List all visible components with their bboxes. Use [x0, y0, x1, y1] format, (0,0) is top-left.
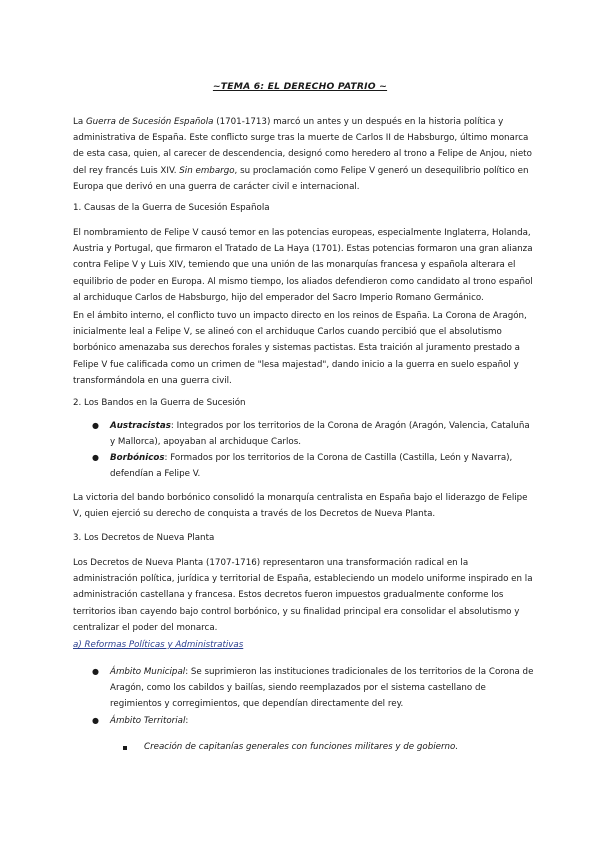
section-2-heading: 2. Los Bandos en la Guerra de Sucesión: [73, 398, 246, 408]
subsection-a-heading: a) Reformas Políticas y Administrativas: [73, 640, 244, 650]
list-item: Austracistas: Integrados por los territorios de la Corona de Aragón (Aragón, Valencia, Cataluña y Mallorca), apoyaban al archiduque Carlos.: [110, 421, 530, 448]
bullet-icon: ●: [92, 667, 99, 676]
section-3-paragraph: Los Decretos de Nueva Planta (1707-1716) representaron una transformación radical en la administración política, jurídica y territorial de España, estableciendo un modelo uniforme inspirado en la administración castellana y francesa. Estos decretos fueron impuestos gradualmente conforme los territorios iban cayendo bajo control borbónico, y su finalidad principal era consolidar el absolutismo y centralizar el poder del monarca.: [73, 558, 533, 633]
bullet-icon: ●: [92, 421, 99, 430]
section-3-heading: 3. Los Decretos de Nueva Planta: [73, 533, 215, 543]
section-1-paragraph-1: El nombramiento de Felipe V causó temor en las potencias europeas, especialmente Inglaterra, Holanda, Austria y Portugal, que firmaron el Tratado de La Haya (1701). Estas potencias formaron una gran alianza contra Felipe V y Luis XIV, temiendo que una unión de las monarquías francesa y española alterara el equilibrio de poder en Europa. Al mismo tiempo, los aliados defendieron como candidato al trono español al archiduque Carlos de Habsburgo, hijo del emperador del Sacro Imperio Romano Germánico.: [73, 228, 533, 303]
list-item: Ámbito Territorial:: [110, 716, 189, 726]
section-1-heading: 1. Causas de la Guerra de Sucesión Española: [73, 203, 270, 213]
square-bullet-icon: [123, 746, 127, 750]
bullet-icon: ●: [92, 453, 99, 462]
list-item: Ámbito Municipal: Se suprimieron las instituciones tradicionales de los territorios de la Corona de Aragón, como los cabildos y bailías, siendo reemplazados por el sistema castellano de regimientos y corregimientos, que dependían directamente del rey.: [110, 667, 534, 710]
document-title: ~TEMA 6: EL DERECHO PATRIO ~: [212, 81, 388, 92]
bullet-icon: ●: [92, 716, 99, 725]
section-2-paragraph: La victoria del bando borbónico consolidó la monarquía centralista en España bajo el liderazgo de Felipe V, quien ejerció su derecho de conquista a través de los Decretos de Nueva Planta.: [73, 493, 528, 520]
sub-list-item: Creación de capitanías generales con funciones militares y de gobierno.: [144, 742, 459, 752]
list-item: Borbónicos: Formados por los territorios de la Corona de Castilla (Castilla, León y Navarra), defendían a Felipe V.: [110, 453, 513, 480]
intro-paragraph: La Guerra de Sucesión Española (1701-1713) marcó un antes y un después en la historia política y administrativa de España. Este conflicto surge tras la muerte de Carlos II de Habsburgo, último monarca de esta casa, quien, al carecer de descendencia, designó como heredero al trono a Felipe de Anjou, nieto del rey francés Luis XIV. Sin embargo, su proclamación como Felipe V generó un desequilibrio político en Europa que derivó en una guerra de carácter civil e internacional.: [73, 117, 532, 192]
section-1-paragraph-2: En el ámbito interno, el conflicto tuvo un impacto directo en los reinos de España. La Corona de Aragón, inicialmente leal a Felipe V, se alineó con el archiduque Carlos cuando percibió que el absolutismo borbónico amenazaba sus derechos forales y sistemas pactistas. Esta traición al juramento prestado a Felipe V fue calificada como un crimen de "lesa majestad", dando inicio a la guerra en suelo español y transformándola en una guerra civil.: [73, 311, 527, 386]
